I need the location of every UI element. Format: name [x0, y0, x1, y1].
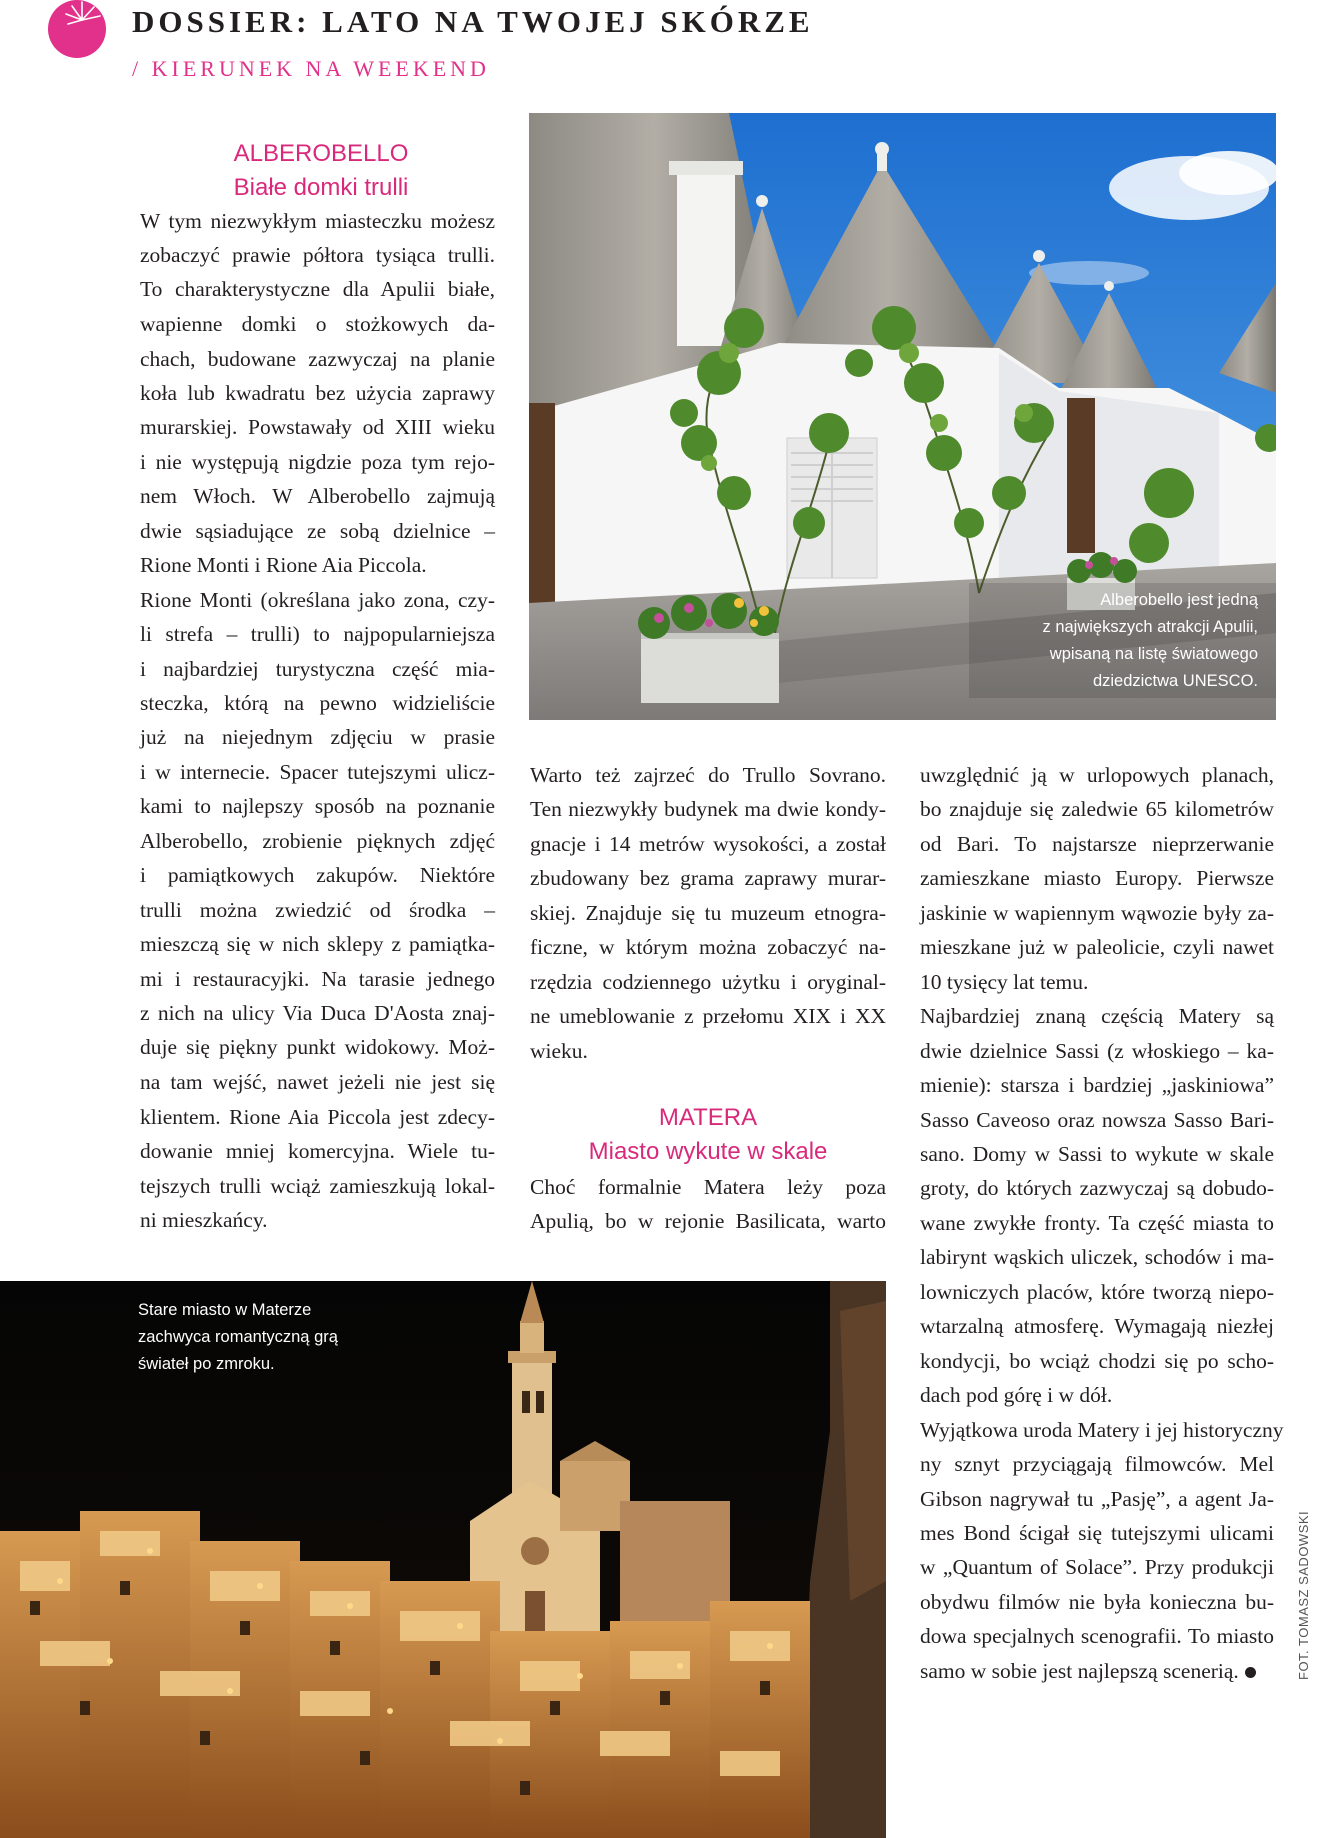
text-line: i nie występują nigdzie poza tym rejo- [140, 450, 495, 474]
text-line: z nich na ulicy Via Duca D'Aosta znaj- [140, 1001, 495, 1025]
text-line: i najbardziej turystyczna część mia- [140, 657, 495, 681]
text-line: i pamiątkowych zakupów. Niektóre [140, 863, 495, 887]
text-line: Warto też zajrzeć do Trullo Sovrano. [530, 763, 886, 787]
text-line: koła lub kwadratu bez użycia zaprawy [140, 381, 495, 405]
text-line: bo znajduje się zaledwie 65 kilometrów [920, 797, 1274, 821]
text-line: tejszych trulli wciąż zamieszkują lokal- [140, 1174, 495, 1198]
text-line: chach, budowane zazwyczaj na planie [140, 347, 495, 371]
text-line: dowanie mniej komercyjna. Wiele tu- [140, 1139, 495, 1163]
text-line: dwie dzielnice Sassi (z włoskiego – ka- [920, 1039, 1274, 1063]
text-line: lowniczych placów, które tworzą niepo- [920, 1280, 1274, 1304]
text-line: wieku. [530, 1039, 588, 1063]
text-line: Sasso Caveoso oraz nowsza Sasso Bari- [920, 1108, 1274, 1132]
text-line: od Bari. To najstarsze nieprzerwanie [920, 832, 1274, 856]
text-line: kami to najlepszy sposób na poznanie [140, 794, 495, 818]
text-line: mieszkane już w paleolicie, czyli nawet [920, 935, 1274, 959]
caption-line: świateł po zmroku. [138, 1355, 275, 1373]
text-line: groty, do których zazwyczaj są dobudo- [920, 1176, 1274, 1200]
photo-credit: FOT. TOMASZ SADOWSKI [1296, 1510, 1311, 1680]
text-line: trulli można zwiedzić od środka – [140, 898, 495, 922]
text-line: Gibson nagrywał tu „Pasję”, a agent Ja- [920, 1487, 1274, 1511]
text-line: 10 tysięcy lat temu. [920, 970, 1089, 994]
matera-heading [530, 1101, 886, 1169]
text-line: w „Quantum of Solace”. Przy produkcji [920, 1555, 1274, 1579]
text-line: sano. Domy w Sassi to wykute w skale [920, 1142, 1274, 1166]
text-line: dach pod górę i w dół. [920, 1383, 1113, 1407]
text-line: nem Włoch. W Alberobello zajmują [140, 484, 495, 508]
alberobello-subtitle: Białe domki trulli [233, 174, 409, 201]
text-line: steczka, którą na pewno widzieliście [140, 691, 495, 715]
text-line: ni mieszkańcy. [140, 1208, 268, 1232]
text-line: skiej. Znajduje się tu muzeum etnogra- [530, 901, 886, 925]
text-line: kondycji, bo wciąż chodzi się po scho- [920, 1349, 1274, 1373]
text-line: zbudowany bez grama zaprawy murar- [530, 866, 886, 890]
caption-line: z największych atrakcji Apulii, [1042, 618, 1258, 636]
text-line: wane zwykłe fronty. Ta część miasta to [920, 1211, 1274, 1235]
caption-line: Alberobello jest jedną [1100, 591, 1258, 609]
alberobello-trulli-photo [529, 113, 1276, 720]
text-line: obydwu filmów nie była konieczna bu- [920, 1590, 1274, 1614]
matera-subtitle: Miasto wykute w skale [588, 1138, 828, 1165]
text-line: wtarzalną atmosferę. Wymagają niezłej [920, 1314, 1274, 1338]
text-line: zobaczyć prawie półtora tysiąca trulli. [140, 243, 495, 267]
text-line: Apulią, bo w rejonie Basilicata, warto [530, 1209, 886, 1233]
text-line: mi i restauracyjki. Na tarasie jednego [140, 967, 495, 991]
matera-title: MATERA [658, 1104, 758, 1131]
text-line: duje się piękny punkt widokowy. Moż- [140, 1035, 495, 1059]
text-line: Rione Monti (określana jako zona, czy- [140, 588, 495, 612]
text-line: Najbardziej znaną częścią Matery są [920, 1004, 1274, 1028]
text-line: gnacje i 14 metrów wysokości, a został [530, 832, 886, 856]
text-line: rzędzia codziennego użytku i oryginal- [530, 970, 886, 994]
text-line: murarskiej. Powstawały od XIII wieku [140, 415, 495, 439]
text-line: W tym niezwykłym miasteczku możesz [140, 209, 495, 233]
dossier-title: DOSSIER: LATO NA TWOJEJ SKÓRZE [132, 4, 814, 39]
matera-photo-caption [138, 1297, 438, 1378]
text-line: mieszczą się w nich sklepy z pamiątka- [140, 932, 495, 956]
caption-line: Stare miasto w Materze [138, 1301, 312, 1319]
alberobello-title: ALBEROBELLO [233, 140, 409, 167]
alberobello-heading [140, 137, 502, 205]
alberobello-photo-caption [958, 587, 1258, 695]
text-line: labirynt wąskich uliczek, schodów i ma- [920, 1245, 1274, 1269]
text-line: Choć formalnie Matera leży poza [530, 1175, 886, 1199]
text-line: mes Bond ścigał się tutejszymi ulicami [920, 1521, 1274, 1545]
text-line: li strefa – trulli) to najpopularniejsza [140, 622, 495, 646]
text-line: dwie sąsiadujące ze sobą dzielnice – [140, 519, 495, 543]
text-line: Alberobello, zrobienie pięknych zdjęć [140, 829, 495, 853]
text-line: To charakterystyczne dla Apulii białe, [140, 277, 495, 301]
text-line: uwzględnić ją w urlopowych planach, [920, 763, 1274, 787]
text-line: ny sznyt przyciągają filmowców. Mel [920, 1452, 1274, 1476]
text-line: i w internecie. Spacer tutejszymi ulicz- [140, 760, 495, 784]
text-line: dowa specjalnych scenografii. To miasto [920, 1624, 1274, 1648]
text-line: Rione Monti i Rione Aia Piccola. [140, 553, 427, 577]
caption-line: zachwyca romantyczną grą [138, 1328, 338, 1346]
text-line-final [920, 1657, 1274, 1685]
caption-line: dziedzictwa UNESCO. [1092, 672, 1258, 690]
text-line: Wyjątkowa uroda Matery i jej historyczny [920, 1418, 1284, 1442]
text-line: klientem. Rione Aia Piccola jest zdecy- [140, 1105, 495, 1129]
text-line: mienie): starsza i bardziej „jaskiniowa” [920, 1073, 1274, 1097]
caption-line: wpisaną na listę światowego [1049, 645, 1258, 663]
text-line: ficzne, w którym można zobaczyć na- [530, 935, 886, 959]
dossier-subtitle: / KIERUNEK NA WEEKEND [132, 56, 490, 81]
text-line: zamieszkane miasto Europy. Pierwsze [920, 866, 1274, 890]
text-line: na tam wejść, nawet jeżeli nie jest się [140, 1070, 495, 1094]
text-line: Ten niezwykły budynek ma dwie kondy- [530, 797, 886, 821]
text-line: ne umeblowanie z przełomu XIX i XX [530, 1004, 886, 1028]
text-line: samo w sobie jest najlepszą scenerią. [920, 1659, 1239, 1683]
text-line: wapienne domki o stożkowych da- [140, 312, 495, 336]
end-of-article-dot-icon [1245, 1667, 1256, 1678]
text-line: już na niejednym zdjęciu w prasie [140, 725, 495, 749]
matera-night-photo [0, 1281, 886, 1838]
pink-circle-star-icon [46, 0, 108, 60]
text-line: jaskinie w wapiennym wąwozie były za- [920, 901, 1274, 925]
